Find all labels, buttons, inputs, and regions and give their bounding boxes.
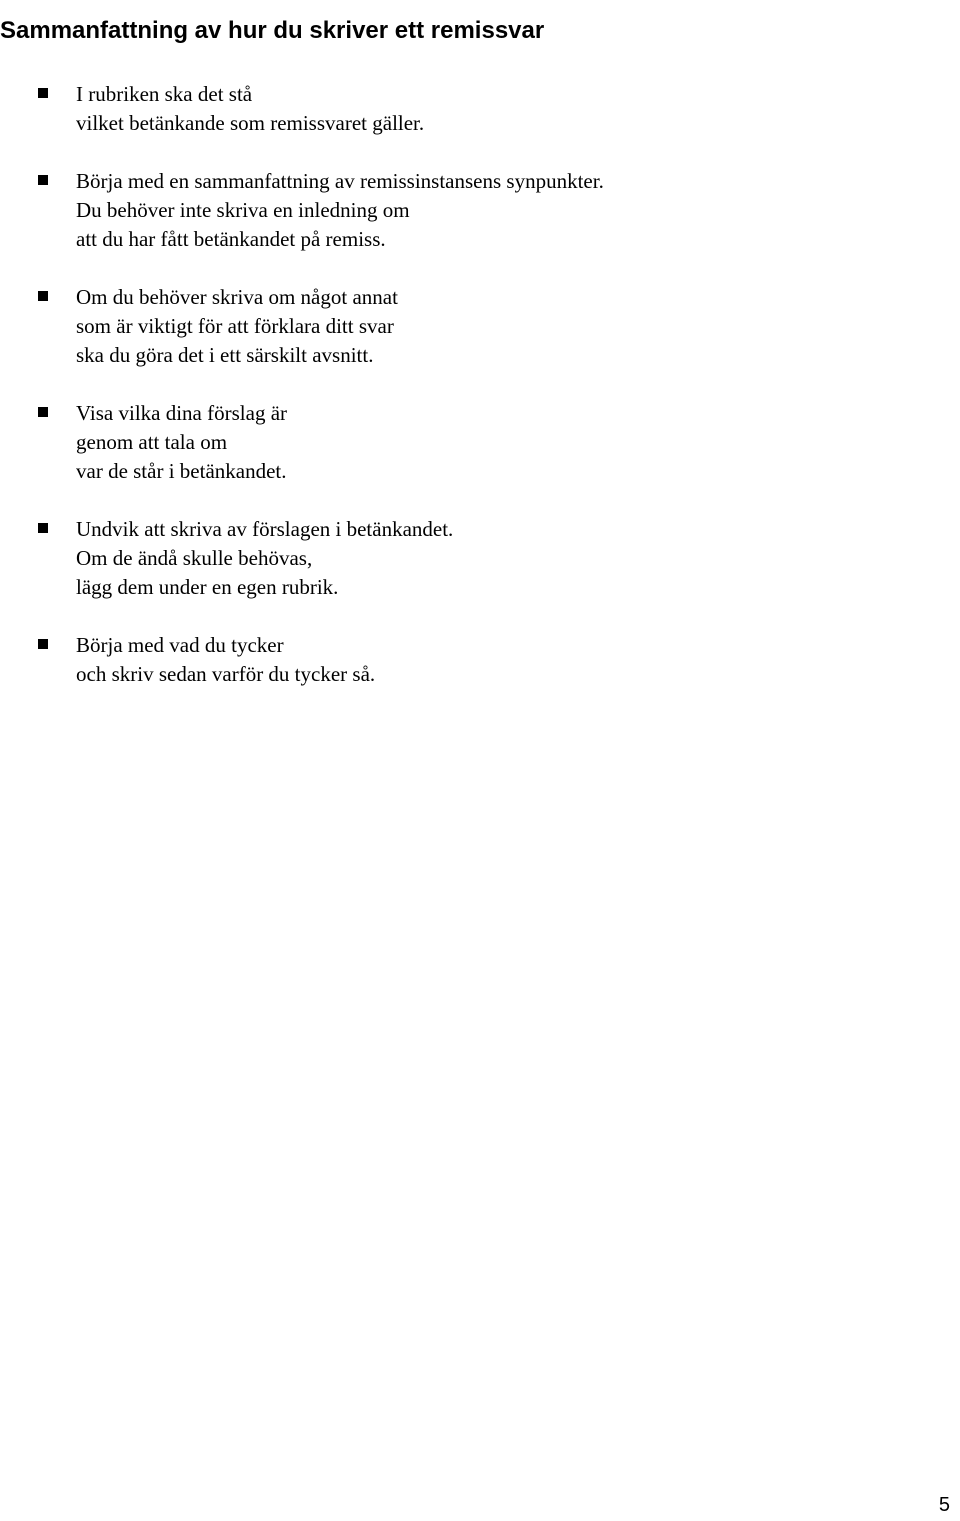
text-line: Börja med en sammanfattning av remissinstansens synpunkter. bbox=[76, 169, 604, 193]
text-line: att du har fått betänkandet på remiss. bbox=[76, 227, 386, 251]
text-line: I rubriken ska det stå bbox=[76, 82, 253, 106]
list-item bbox=[38, 515, 918, 602]
list-item-text bbox=[76, 167, 918, 254]
list-item-text bbox=[76, 283, 918, 370]
text-line: och skriv sedan varför du tycker så. bbox=[76, 662, 376, 686]
text-line: lägg dem under en egen rubrik. bbox=[76, 575, 339, 599]
text-line: var de står i betänkandet. bbox=[76, 459, 287, 483]
square-bullet-icon bbox=[38, 175, 48, 185]
list-item-text bbox=[76, 80, 918, 138]
text-line: Om de ändå skulle behövas, bbox=[76, 546, 313, 570]
text-line: Undvik att skriva av förslagen i betänkandet. bbox=[76, 517, 454, 541]
text-line: ska du göra det i ett särskilt avsnitt. bbox=[76, 343, 374, 367]
page-title: Sammanfattning av hur du skriver ett remissvar bbox=[0, 17, 545, 45]
page-number: 5 bbox=[938, 1494, 950, 1516]
text-line: vilket betänkande som remissvaret gäller. bbox=[76, 111, 425, 135]
list-item-text bbox=[76, 399, 918, 486]
square-bullet-icon bbox=[38, 407, 48, 417]
text-line: Du behöver inte skriva en inledning om bbox=[76, 198, 410, 222]
list-item bbox=[38, 399, 918, 486]
bullet-list bbox=[38, 80, 918, 718]
list-item bbox=[38, 167, 918, 254]
list-item bbox=[38, 283, 918, 370]
square-bullet-icon bbox=[38, 523, 48, 533]
text-line: genom att tala om bbox=[76, 430, 228, 454]
list-item bbox=[38, 631, 918, 689]
square-bullet-icon bbox=[38, 291, 48, 301]
text-line: som är viktigt för att förklara ditt svar bbox=[76, 314, 394, 338]
list-item bbox=[38, 80, 918, 138]
text-line: Om du behöver skriva om något annat bbox=[76, 285, 398, 309]
text-line: Börja med vad du tycker bbox=[76, 633, 284, 657]
square-bullet-icon bbox=[38, 639, 48, 649]
list-item-text bbox=[76, 515, 918, 602]
list-item-text bbox=[76, 631, 918, 689]
square-bullet-icon bbox=[38, 88, 48, 98]
text-line: Visa vilka dina förslag är bbox=[76, 401, 288, 425]
